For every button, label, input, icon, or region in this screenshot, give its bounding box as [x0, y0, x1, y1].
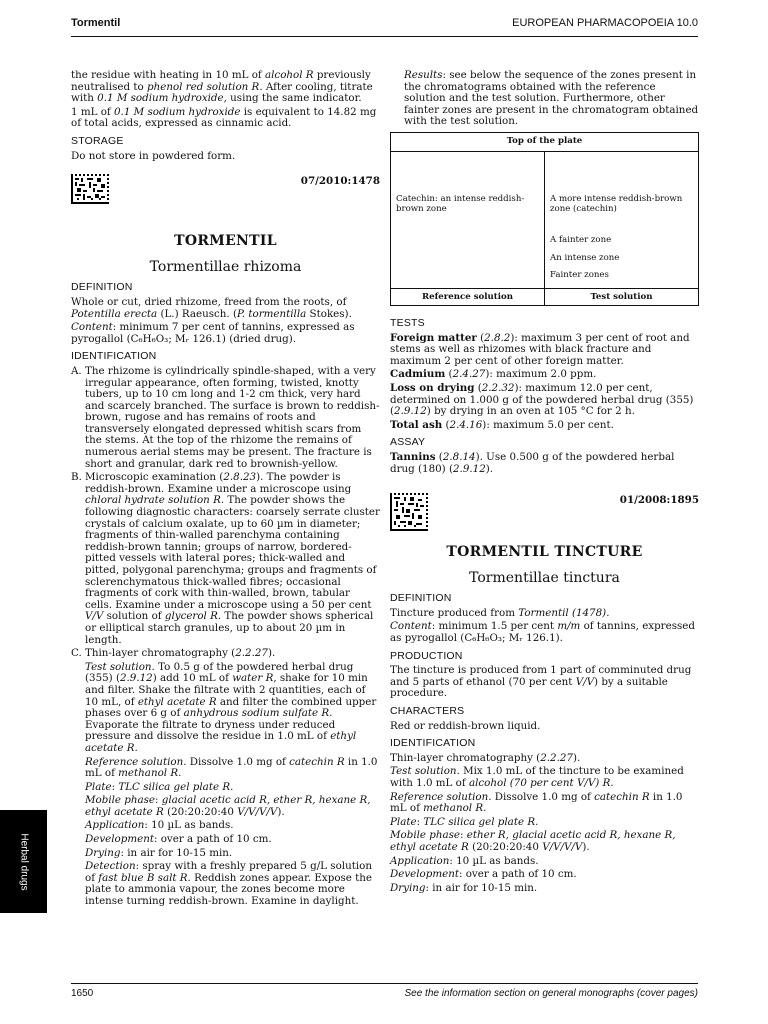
reference-solution-text: Reference solution. Dissolve 1.0 mg of catechin R in 1.0 mL of methanol R. [85, 755, 378, 780]
tincture-reference-solution-text: Reference solution. Dissolve 1.0 mg of catechin R in 1.0 mL of methanol R. [390, 790, 683, 815]
tincture-application-text: Application: 10 µL as bands. [390, 854, 539, 867]
test-zone-1: A more intense reddish-brown zone (catechin) [550, 193, 683, 214]
test-solution-text: Test solution. To 0.5 g of the powdered herbal drug (355) (2.9.12) add 10 mL of water R, shake for 10 min and filter. Shake the filtrate with 2 quantities, each of 10 mL, of ethyl acetate R and filter the combined upper phases over 6 g of anhydrous sodium sulfate R. Evaporate the filtrate to dryness under reduced pressure and dissolve the residue in 1.0 mL of ethyl acetate R. [85, 660, 377, 754]
definition-text: Whole or cut, dried rhizome, freed from the roots, of Potentilla erecta (L.) Raeusch. (P. tormentilla Stokes). [71, 295, 352, 320]
loss-on-drying-text: Loss on drying (2.2.32): maximum 12.0 per cent, determined on 1.000 g of the powdered herbal drug (355) (2.9.12) by drying in an oven at 105 °C for 2 h. [390, 381, 694, 418]
storage-heading: STORAGE [71, 134, 124, 147]
total-ash-text: Total ash (2.4.16): maximum 5.0 per cent. [390, 418, 614, 431]
left-column [71, 70, 380, 910]
monograph-latin-name: Tormentillae rhizoma [149, 258, 302, 275]
drying-text: Drying: in air for 10-15 min. [85, 846, 233, 859]
equivalence-paragraph: 1 mL of 0.1 M sodium hydroxide is equivalent to 14.82 mg of total acids, expressed as cinnamic acid. [71, 105, 377, 130]
test-zone-2: A fainter zone [550, 234, 612, 245]
detection-text: Detection: spray with a freshly prepared 5 g/L solution of fast blue B salt R. Reddish zones appear. Expose the plate to ammonia vapour, the zones become more intense turning reddish-brown. Examine in daylight. [85, 860, 373, 908]
tincture-monograph-number: 01/2008:1895 [619, 494, 699, 507]
content-text: Content: minimum 7 per cent of tannins, expressed as pyrogallol (C₆H₆O₃; Mᵣ 126.1) (dried drug). [71, 321, 355, 345]
zone-table-reference-column [391, 151, 545, 288]
production-text: The tincture is produced from 1 part of comminuted drug and 5 parts of ethanol (70 per cent V/V) by a suitable procedure. [390, 664, 692, 700]
tincture-identification-text: Thin-layer chromatography (2.2.27). [390, 751, 581, 764]
right-column [390, 70, 699, 896]
zone-table [390, 132, 699, 306]
intro-paragraph: the residue with heating in 10 mL of alcohol R previously neutralised to phenol red solution R. After cooling, titrate with 0.1 M sodium hydroxide, using the same indicator. [71, 69, 373, 105]
test-zone-3: An intense zone [550, 252, 620, 263]
identification-a: A. The rhizome is cylindrically spindle-shaped, with a very irregular appearance, often forming, twisted, knotty tubers, up to 10 cm long and 1-2 cm thick, very hard and scarcely branched. The surface is brown to reddish-brown, rugose and has remains of roots and transversely elongated depressed whitish scars from the stems. At the top of the rhizome the remains of numerous aerial stems may be present. The fracture is short and granular, dark red to brownish-yellow. [71, 364, 380, 470]
development-text: Development: over a path of 10 cm. [85, 833, 272, 846]
identification-heading: IDENTIFICATION [71, 350, 157, 363]
production-heading: PRODUCTION [390, 649, 463, 662]
test-zone-4: Fainter zones [550, 269, 609, 280]
cadmium-text: Cadmium (2.4.27): maximum 2.0 ppm. [390, 368, 597, 381]
application-text: Application: 10 µL as bands. [85, 819, 234, 832]
tincture-monograph-latin-name: Tormentillae tinctura [469, 569, 620, 586]
monograph-title: TORMENTIL [174, 233, 277, 250]
running-footer [71, 983, 698, 999]
tincture-definition-heading: DEFINITION [390, 592, 452, 605]
characters-heading: CHARACTERS [390, 705, 465, 718]
monograph-id-row [71, 174, 380, 214]
zone-table-reference-footer: Reference solution [391, 288, 545, 305]
tincture-monograph-id-row [390, 493, 699, 533]
zone-table-test-column [545, 151, 699, 288]
identification-c: C. Thin-layer chromatography (2.2.27). [71, 647, 276, 660]
zone-table-top-header: Top of the plate [391, 132, 699, 151]
foreign-matter-text: Foreign matter (2.8.2): maximum 3 per cent of root and stems as well as rhizomes with black fracture and maximum 2 per cent of other foreign matter. [390, 331, 690, 367]
datamatrix-code-icon [71, 174, 109, 212]
reference-zone: Catechin: an intense reddish-brown zone [396, 193, 525, 214]
tincture-monograph-title: TORMENTIL TINCTURE [446, 544, 643, 561]
footer-note: See the information section on general monographs (cover pages) [404, 988, 698, 999]
monograph-number: 07/2010:1478 [300, 175, 380, 188]
tincture-definition-text: Tincture produced from Tormentil (1478). [390, 606, 610, 619]
definition-heading: DEFINITION [71, 281, 133, 294]
assay-heading: ASSAY [390, 436, 426, 449]
storage-text: Do not store in powdered form. [71, 149, 236, 162]
zone-table-test-footer: Test solution [545, 288, 699, 305]
tests-heading: TESTS [390, 316, 425, 329]
section-thumb-tab-label: Herbal drugs [18, 832, 29, 891]
tincture-content-text: Content: minimum 1.5 per cent m/m of tannins, expressed as pyrogallol (C₆H₆O₃; Mᵣ 126.1). [390, 620, 695, 645]
results-text: Results: see below the sequence of the zones present in the chromatograms obtained with the reference solution and the test solution. Furthermore, other fainter zones are present in the chromatogram obtained with the test solution. [404, 69, 699, 128]
tincture-plate-text: Plate: TLC silica gel plate R. [390, 815, 539, 828]
tincture-test-solution-text: Test solution. Mix 1.0 mL of the tincture to be examined with 1.0 mL of alcohol (70 per cent V/V) R. [390, 765, 684, 789]
tincture-identification-heading: IDENTIFICATION [390, 737, 476, 750]
tincture-drying-text: Drying: in air for 10-15 min. [390, 881, 538, 894]
header-monograph-name: Tormentil [71, 17, 121, 29]
running-header [71, 14, 698, 37]
mobile-phase-text: Mobile phase: glacial acetic acid R, ether R, hexane R, ethyl acetate R (20:20:20:40 V/V/V/V). [85, 794, 371, 818]
datamatrix-code-icon [390, 493, 428, 531]
section-thumb-tab [0, 810, 47, 913]
tincture-mobile-phase-text: Mobile phase: ether R, glacial acetic acid R, hexane R, ethyl acetate R (20:20:20:40 V/V/V/V). [390, 829, 676, 853]
page-number: 1650 [71, 988, 94, 999]
tincture-development-text: Development: over a path of 10 cm. [390, 868, 577, 881]
header-publication-title: EUROPEAN PHARMACOPOEIA 10.0 [512, 17, 698, 29]
plate-text: Plate: TLC silica gel plate R. [85, 780, 234, 793]
tannins-text: Tannins (2.8.14). Use 0.500 g of the powdered herbal drug (180) (2.9.12). [390, 450, 675, 475]
identification-b: B. Microscopic examination (2.8.23). The powder is reddish-brown. Examine under a microscope using chloral hydrate solution R. The powder shows the following diagnostic characters: coarsely serrate cluster crystals of calcium oxalate, up to 60 µm in diameter; fragments of thin-walled parenchyma containing reddish-brown tannin; groups of narrow, bordered-pitted vessels with lateral pores; thick-walled and pitted, polygonal parenchyma; groups and fragments of sclerenchymatous thick-walled fibres; occasional fragments of cork with thin-walled, brown, tabular cells. Examine under a microscope using a 50 per cent V/V solution of glycerol R. The powder shows spherical or elliptical starch granules, up to about 20 µm in length. [71, 471, 380, 646]
characters-text: Red or reddish-brown liquid. [390, 719, 541, 732]
